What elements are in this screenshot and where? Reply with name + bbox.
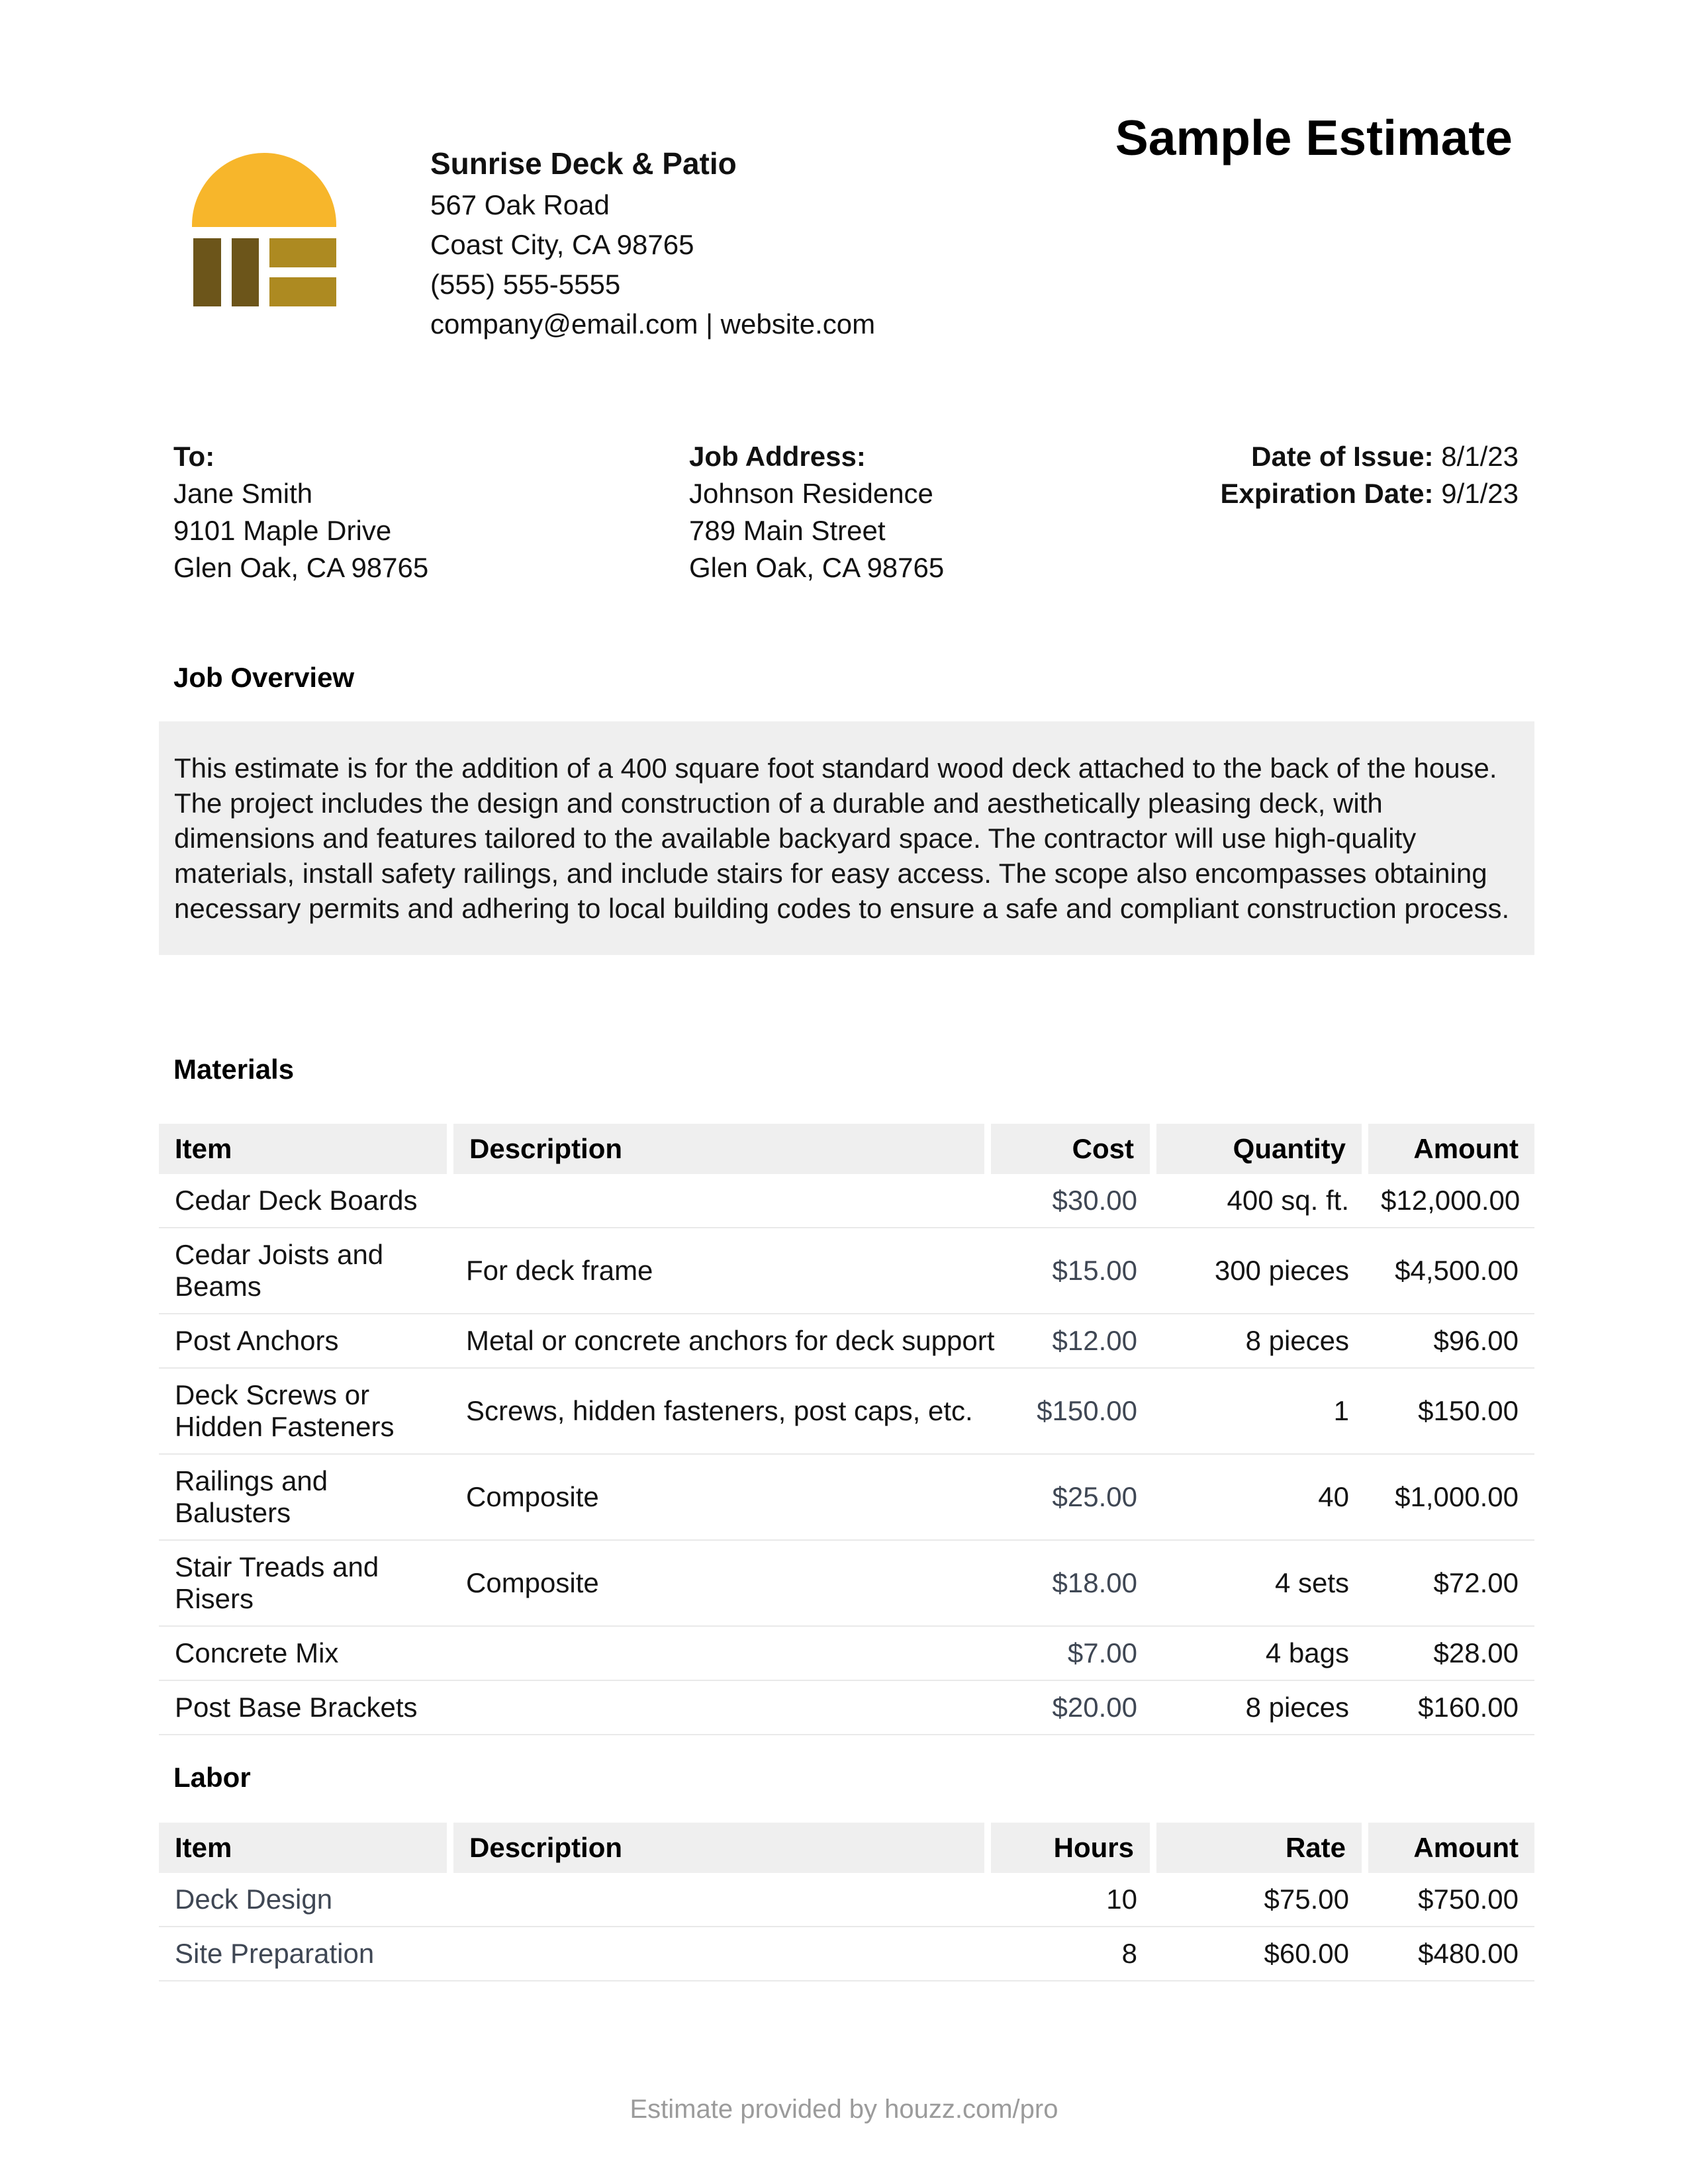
job-overview-text: This estimate is for the addition of a 400 square foot standard wood deck attached to the back of the house. The project includes the design and construction of a durable and aesthetically pleasing deck, with dimensions and features tailored to the available backyard space. The contractor will use high-quality materials, install safety railings, and include stairs for easy access. The scope also encompasses obtaining necessary permits and adhering to local building codes to ensure a safe and compliant construction process. xyxy=(174,752,1510,924)
table-cell: 300 pieces xyxy=(1153,1228,1365,1314)
expiration-date-label: Expiration Date: xyxy=(1220,478,1434,509)
company-logo-icon xyxy=(192,153,336,306)
column-header: Hours xyxy=(988,1823,1153,1873)
table-cell: Stair Treads and Risers xyxy=(159,1540,450,1626)
logo-horizontal-bar-shape xyxy=(269,238,336,267)
to-line: Glen Oak, CA 98765 xyxy=(173,552,429,583)
job-address-line: Johnson Residence xyxy=(689,478,933,509)
date-of-issue-label: Date of Issue: xyxy=(1251,441,1434,472)
table-cell: Cedar Joists and Beams xyxy=(159,1228,450,1314)
table-cell: Railings and Balusters xyxy=(159,1454,450,1540)
table-cell: Screws, hidden fasteners, post caps, etc. xyxy=(450,1368,988,1454)
date-of-issue-row xyxy=(1220,438,1519,475)
job-address-label: Job Address: xyxy=(689,441,866,472)
materials-table-body xyxy=(159,1174,1534,1735)
table-cell: For deck frame xyxy=(450,1228,988,1314)
table-cell: Deck Design xyxy=(159,1873,450,1927)
table-cell: 400 sq. ft. xyxy=(1153,1174,1365,1228)
table-cell: $72.00 xyxy=(1365,1540,1534,1626)
company-name: Sunrise Deck & Patio xyxy=(430,146,737,181)
column-header: Amount xyxy=(1365,1124,1534,1174)
table-row xyxy=(159,1680,1534,1735)
logo-horizontal-bar-shape xyxy=(269,277,336,306)
table-cell: 10 xyxy=(988,1873,1153,1927)
company-info-block xyxy=(430,142,875,344)
table-cell xyxy=(450,1626,988,1680)
table-row xyxy=(159,1228,1534,1314)
table-cell: 4 sets xyxy=(1153,1540,1365,1626)
table-cell: 4 bags xyxy=(1153,1626,1365,1680)
to-line: Jane Smith xyxy=(173,478,313,509)
table-cell xyxy=(450,1680,988,1735)
table-cell: Composite xyxy=(450,1454,988,1540)
table-cell: $750.00 xyxy=(1365,1873,1534,1927)
table-cell: 8 pieces xyxy=(1153,1680,1365,1735)
table-cell: $25.00 xyxy=(988,1454,1153,1540)
table-cell: Deck Screws or Hidden Fasteners xyxy=(159,1368,450,1454)
table-cell xyxy=(450,1174,988,1228)
labor-header-row xyxy=(159,1823,1534,1873)
job-address-line: Glen Oak, CA 98765 xyxy=(689,552,945,583)
labor-table-body xyxy=(159,1873,1534,1981)
table-cell: $4,500.00 xyxy=(1365,1228,1534,1314)
job-address-line: 789 Main Street xyxy=(689,515,886,546)
column-header: Rate xyxy=(1153,1823,1365,1873)
labor-table-header xyxy=(159,1823,1534,1873)
labor-heading: Labor xyxy=(173,1762,251,1793)
company-address-line: Coast City, CA 98765 xyxy=(430,229,694,260)
to-line: 9101 Maple Drive xyxy=(173,515,392,546)
table-cell: 8 pieces xyxy=(1153,1314,1365,1368)
expiration-date-row xyxy=(1220,475,1519,512)
table-row xyxy=(159,1626,1534,1680)
table-cell: $160.00 xyxy=(1365,1680,1534,1735)
table-cell: $15.00 xyxy=(988,1228,1153,1314)
table-cell: Post Anchors xyxy=(159,1314,450,1368)
table-cell: $12.00 xyxy=(988,1314,1153,1368)
materials-heading: Materials xyxy=(173,1054,295,1085)
company-phone: (555) 555-5555 xyxy=(430,269,621,300)
column-header: Amount xyxy=(1365,1823,1534,1873)
labor-table xyxy=(159,1823,1534,1981)
footer-text: Estimate provided by houzz.com/pro xyxy=(630,2095,1058,2124)
logo-vertical-bar-shape xyxy=(193,238,221,306)
table-cell: $30.00 xyxy=(988,1174,1153,1228)
table-cell: Post Base Brackets xyxy=(159,1680,450,1735)
table-cell: Concrete Mix xyxy=(159,1626,450,1680)
bill-to-block xyxy=(173,438,428,586)
column-header: Cost xyxy=(988,1124,1153,1174)
table-row xyxy=(159,1927,1534,1981)
materials-table-header xyxy=(159,1124,1534,1174)
logo-sun-shape xyxy=(192,153,336,227)
table-cell: 8 xyxy=(988,1927,1153,1981)
column-header: Description xyxy=(450,1124,988,1174)
table-cell: $12,000.00 xyxy=(1365,1174,1534,1228)
table-cell: 1 xyxy=(1153,1368,1365,1454)
company-address-line: 567 Oak Road xyxy=(430,189,610,220)
company-contact-line: company@email.com | website.com xyxy=(430,308,876,340)
column-header: Quantity xyxy=(1153,1124,1365,1174)
table-cell: $150.00 xyxy=(988,1368,1153,1454)
job-overview-heading: Job Overview xyxy=(173,662,355,693)
expiration-date-value: 9/1/23 xyxy=(1441,478,1519,509)
logo-vertical-bar-shape xyxy=(232,238,259,306)
table-row xyxy=(159,1174,1534,1228)
table-row xyxy=(159,1873,1534,1927)
table-cell xyxy=(450,1873,988,1927)
table-cell xyxy=(450,1927,988,1981)
table-row xyxy=(159,1454,1534,1540)
table-cell: $480.00 xyxy=(1365,1927,1534,1981)
table-row xyxy=(159,1540,1534,1626)
table-cell: Composite xyxy=(450,1540,988,1626)
table-cell: $96.00 xyxy=(1365,1314,1534,1368)
table-cell: $28.00 xyxy=(1365,1626,1534,1680)
column-header: Item xyxy=(159,1823,450,1873)
date-of-issue-value: 8/1/23 xyxy=(1441,441,1519,472)
table-cell: $7.00 xyxy=(988,1626,1153,1680)
document-title: Sample Estimate xyxy=(1115,110,1513,165)
table-cell: $1,000.00 xyxy=(1365,1454,1534,1540)
table-cell: Metal or concrete anchors for deck support xyxy=(450,1314,988,1368)
dates-block xyxy=(1220,438,1519,512)
table-cell: $75.00 xyxy=(1153,1873,1365,1927)
job-overview-text-box xyxy=(159,721,1534,955)
materials-table xyxy=(159,1124,1534,1735)
column-header: Description xyxy=(450,1823,988,1873)
to-label: To: xyxy=(173,441,215,472)
table-cell: Site Preparation xyxy=(159,1927,450,1981)
table-row xyxy=(159,1368,1534,1454)
table-cell: 40 xyxy=(1153,1454,1365,1540)
table-cell: $60.00 xyxy=(1153,1927,1365,1981)
materials-header-row xyxy=(159,1124,1534,1174)
table-cell: $20.00 xyxy=(988,1680,1153,1735)
table-cell: $18.00 xyxy=(988,1540,1153,1626)
table-row xyxy=(159,1314,1534,1368)
table-cell: $150.00 xyxy=(1365,1368,1534,1454)
column-header: Item xyxy=(159,1124,450,1174)
job-address-block xyxy=(689,438,944,586)
table-cell: Cedar Deck Boards xyxy=(159,1174,450,1228)
